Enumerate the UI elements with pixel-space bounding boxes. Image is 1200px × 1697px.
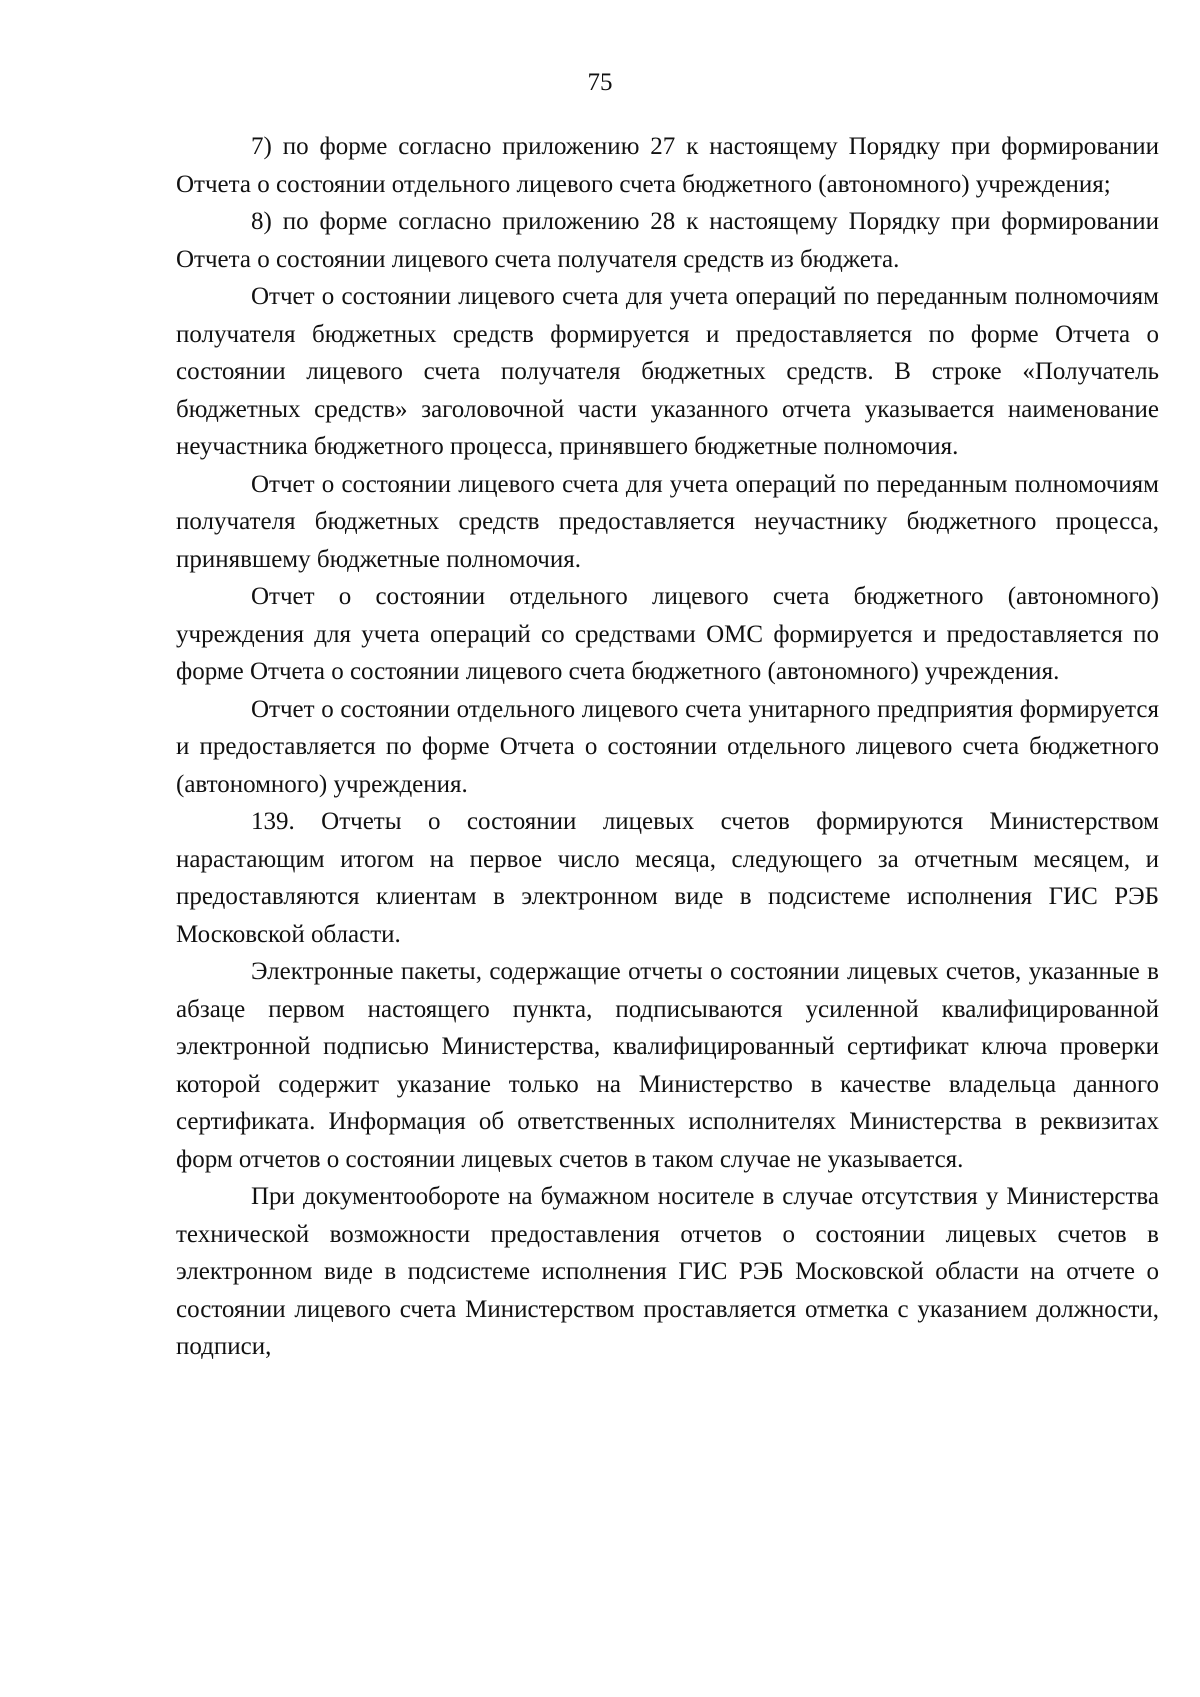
paragraph-item-8: 8) по форме согласно приложению 28 к настоящему Порядку при формировании Отчета о состоянии лицевого счета получателя средств из бюджета. — [176, 208, 1159, 273]
paragraph-paper-documents: При документообороте на бумажном носителе в случае отсутствия у Министерства технической возможности предоставления отчетов о состоянии лицевых счетов в электронном виде в подсистеме исполнения ГИС РЭБ Московской области на отчете о состоянии лицевого счета Министерством проставляется отметка с указанием должности, подписи, — [176, 1183, 1159, 1360]
paragraph-clause-139: 139. Отчеты о состоянии лицевых счетов формируются Министерством нарастающим итогом на первое число месяца, следующего за отчетным месяцем, и предоставляются клиентам в электронном виде в подсистеме исполнения ГИС РЭБ Московской области. — [176, 808, 1159, 948]
paragraph-unitary-enterprise-report: Отчет о состоянии отдельного лицевого счета унитарного предприятия формируется и предоставляется по форме Отчета о состоянии отдельного лицевого счета бюджетного (автономного) учреждения. — [176, 695, 1159, 798]
page-number: 75 — [587, 69, 613, 96]
paragraph-transferred-powers-report: Отчет о состоянии лицевого счета для учета операций по переданным полномочиям получателя бюджетных средств формируется и предоставляется по форме Отчета о состоянии лицевого счета получателя бюджетных средств. В строке «Получатель бюджетных средств» заголовочной части указанного отчета указывается наименование неучастника бюджетного процесса, принявшего бюджетные полномочия. — [176, 283, 1159, 460]
paragraph-report-provision: Отчет о состоянии лицевого счета для учета операций по переданным полномочиям получателя бюджетных средств предоставляется неучастнику бюджетного процесса, принявшему бюджетные полномочия. — [176, 470, 1159, 573]
paragraph-oms-report: Отчет о состоянии отдельного лицевого счета бюджетного (автономного) учреждения для учета операций со средствами ОМС формируется и предоставляется по форме Отчета о состоянии лицевого счета бюджетного (автономного) учреждения. — [176, 583, 1159, 685]
document-body — [176, 128, 1159, 1366]
paragraph-electronic-packages: Электронные пакеты, содержащие отчеты о состоянии лицевых счетов, указанные в абзаце первом настоящего пункта, подписываются усиленной квалифицированной электронной подписью Министерства, квалифицированный сертификат ключа проверки которой содержит указание только на Министерство в качестве владельца данного сертификата. Информация об ответственных исполнителях Министерства в реквизитах форм отчетов о состоянии лицевых счетов в таком случае не указывается. — [176, 958, 1159, 1173]
paragraph-item-7: 7) по форме согласно приложению 27 к настоящему Порядку при формировании Отчета о состоянии отдельного лицевого счета бюджетного (автономного) учреждения; — [176, 133, 1159, 198]
